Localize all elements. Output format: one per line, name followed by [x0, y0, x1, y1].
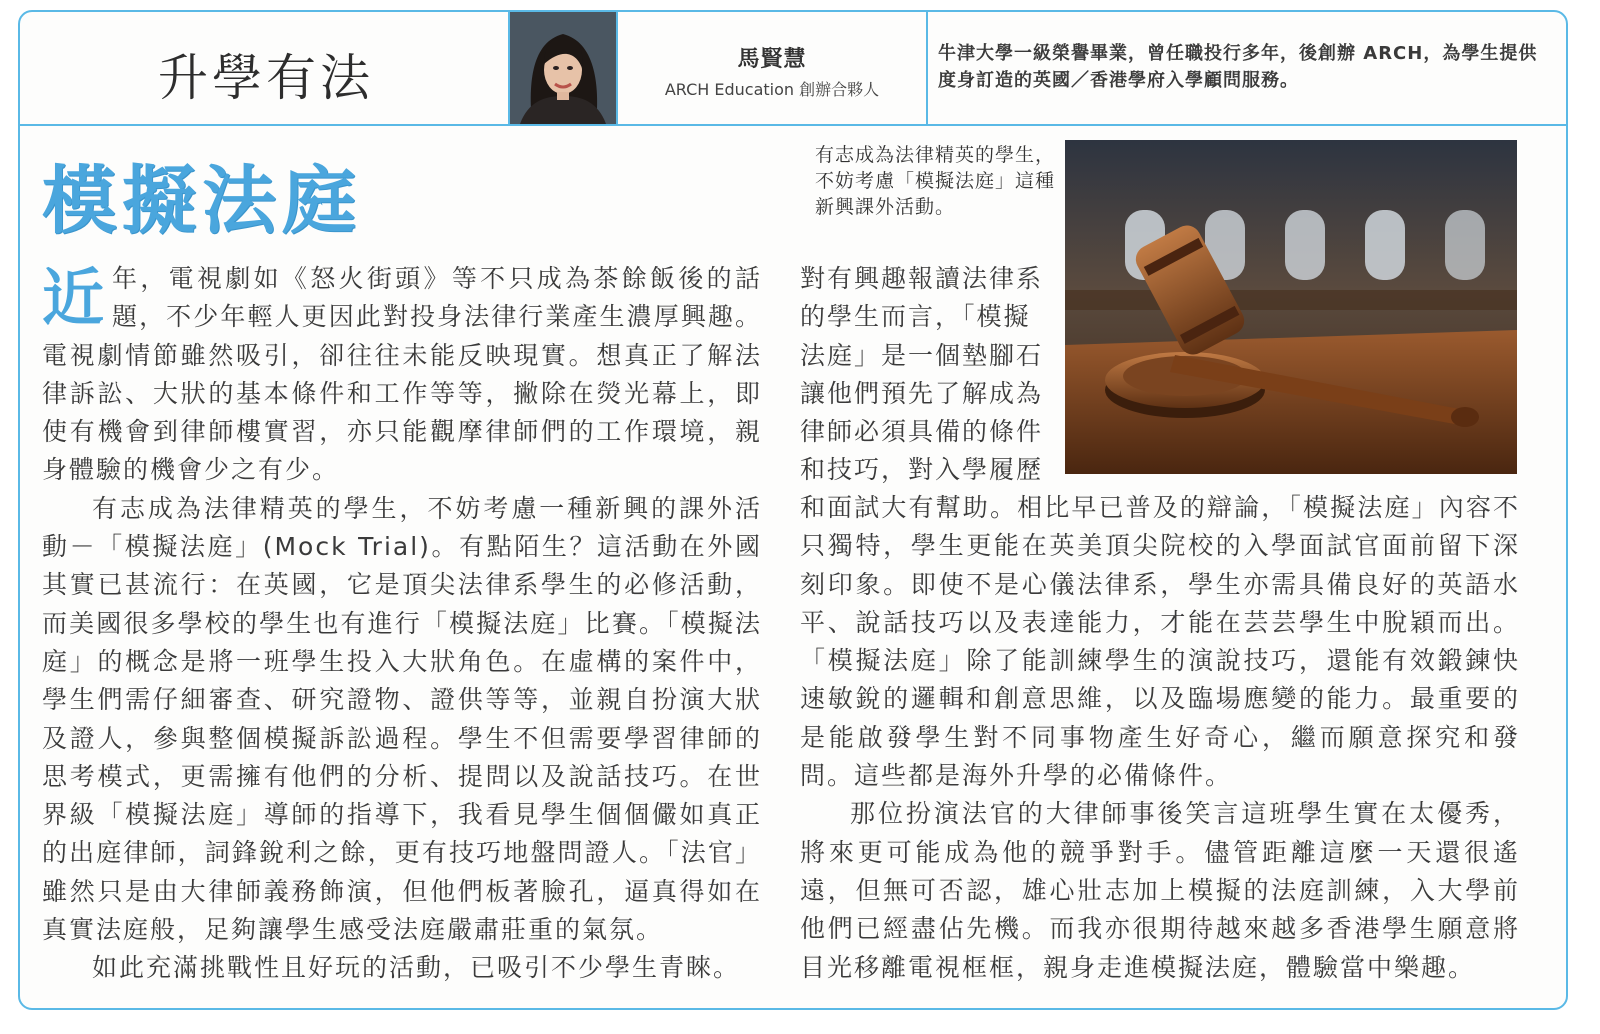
author-bio: 牛津大學一級榮譽畢業，曾任職投行多年，後創辦 ARCH，為學生提供度身訂造的英國／香港學府入學顧問服務。: [938, 43, 1538, 91]
author-portrait: [510, 12, 616, 124]
article-headline: 模擬法庭: [42, 158, 362, 244]
drop-cap: 近: [42, 261, 105, 334]
paragraph: 那位扮演法官的大律師事後笑言這班學生實在太優秀，將來更可能成為他的競爭對手。儘管距離這麼一天還很遙遠，但無可否認，雄心壯志加上模擬的法庭訓練，入大學前他們已經盡佔先機。而我亦很期待越來越多香港學生願意將目光移離電視框框，親身走進模擬法庭，體驗當中樂趣。: [800, 799, 1520, 982]
article-body-right-bottom: [800, 489, 1520, 987]
article-body-right-top: [800, 260, 1055, 490]
column-title: 升學有法: [158, 49, 374, 107]
author-role: ARCH Education 創辦合夥人: [664, 80, 880, 99]
column-title-box: [20, 12, 510, 124]
photo-caption: 有志成為法律精英的學生，不妨考慮「模擬法庭」這種新興課外活動。: [815, 144, 1056, 218]
paragraph: 有志成為法律精英的學生，不妨考慮一種新興的課外活動－「模擬法庭」(Mock Trial)。有點陌生？這活動在外國其實已甚流行：在英國，它是頂尖法律系學生的必修活動，而美國很多學校的學生也有進行「模擬法庭」比賽。「模擬法庭」的概念是將一班學生投入大狀角色。在虛構的案件中，學生們需仔細審查、研究證物、證供等等，並親自扮演大狀及證人，參與整個模擬訴訟過程。學生不但需要學習律師的思考模式，更需擁有他們的分析、提問以及說話技巧。在世界級「模擬法庭」導師的指導下，我看見學生個個儼如真正的出庭律師，詞鋒銳利之餘，更有技巧地盤問證人。「法官」雖然只是由大律師義務飾演，但他們板著臉孔，逼真得如在真實法庭般，足夠讓學生感受法庭嚴肅莊重的氣氛。: [42, 493, 762, 945]
paragraph-text: 年，電視劇如《怒火街頭》等不只成為茶餘飯後的話題，不少年輕人更因此對投身法律行業產生濃厚興趣。電視劇情節雖然吸引，卻往往未能反映現實。想真正了解法律訴訟、大狀的基本條件和工作等等，撇除在熒光幕上，即使有機會到律師樓實習，亦只能觀摩律師們的工作環境，親身體驗的機會少之有少。: [42, 264, 762, 485]
article-frame: [18, 10, 1568, 1010]
paragraph: [42, 260, 762, 490]
paragraph: 對有興趣報讀法律系的學生而言，「模擬法庭」是一個墊腳石讓他們預先了解成為律師必須具備的條件和技巧，對入學履歷: [800, 264, 1044, 485]
gavel-illustration: [1065, 140, 1517, 474]
column-header: [20, 12, 1566, 126]
article-body-left: [42, 260, 762, 988]
gavel-photo: [1065, 140, 1517, 474]
author-name: 馬賢慧: [737, 47, 807, 72]
paragraph: 和面試大有幫助。相比早已普及的辯論，「模擬法庭」內容不只獨特，學生更能在英美頂尖院校的入學面試官面前留下深刻印象。即使不是心儀法律系，學生亦需具備良好的英語水平、說話技巧以及表達能力，才能在芸芸學生中脫穎而出。「模擬法庭」除了能訓練學生的演說技巧，還能有效鍛鍊快速敏銳的邏輯和創意思維，以及臨場應變的能力。最重要的是能啟發學生對不同事物產生好奇心，繼而願意探究和發問。這些都是海外升學的必備條件。: [800, 493, 1520, 791]
paragraph: 如此充滿挑戰性且好玩的活動，已吸引不少學生青睞。: [92, 953, 741, 983]
author-portrait-illustration: [510, 12, 616, 124]
author-info: [616, 12, 928, 124]
